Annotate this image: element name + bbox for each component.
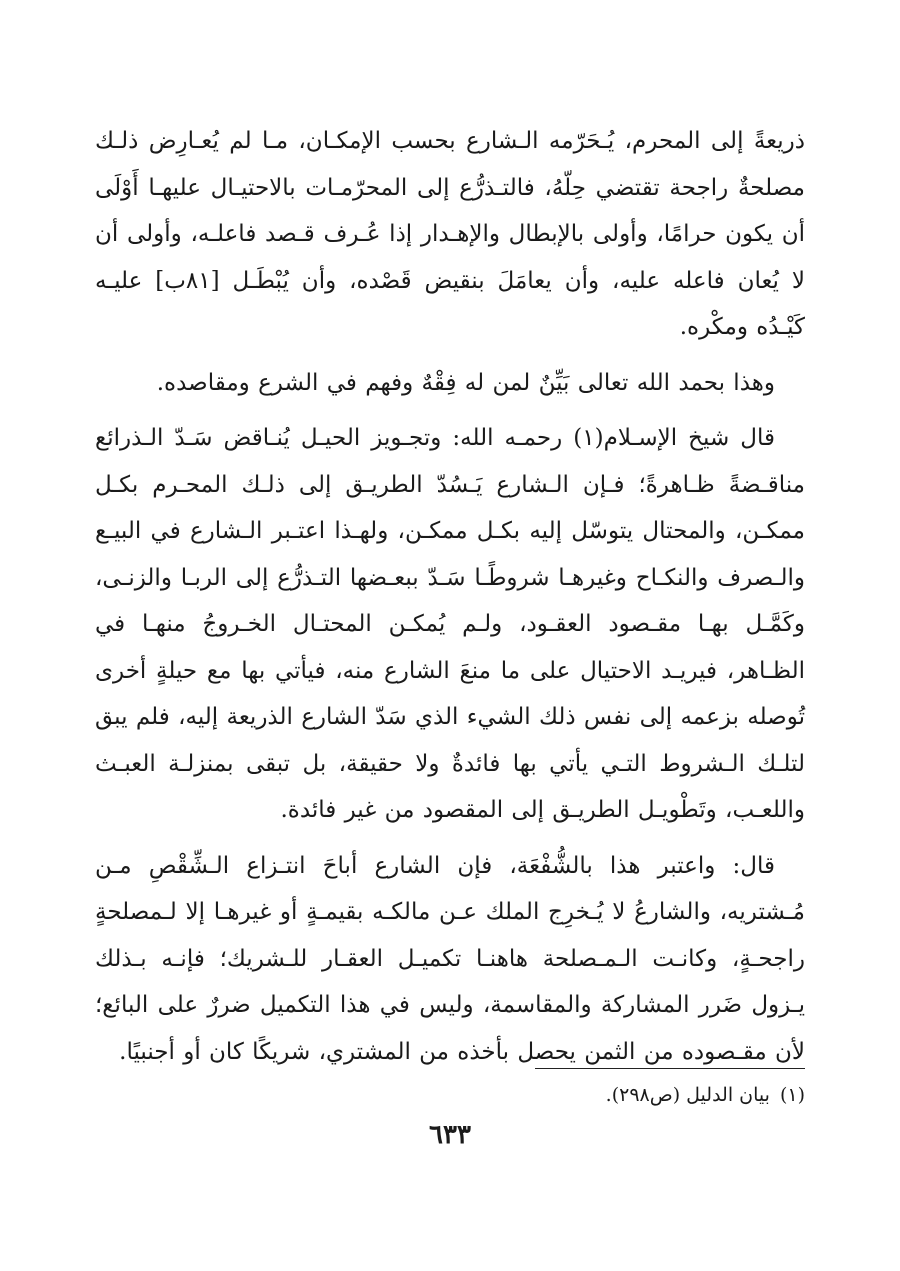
main-text bbox=[95, 118, 805, 1084]
paragraph-2: وهذا بحمد الله تعالى بَيِّنٌ لمن له فِقْهٌ وفهم في الشرع ومقاصده. bbox=[156, 369, 775, 396]
paragraph-1: ذريعةً إلى المحرم، يُـحَرّمه الـشارع بحسب الإمكـان، مـا لم يُعـارِض ذلـك مصلحةٌ راجحة تقتضي حِلّهُ، فالتـذرُّع إلى المحرّمـات بالاحتيـال عليهـا أَوْلَى أن يكون حرامًا، وأولى بالإبطال والإهـدار إذا عُـرف قـصد فاعلـه، وأولى أن لا يُعان فاعله عليه، وأن يعامَلَ بنقيض قَصْده، وأن يُبْطَـل [٨١ب] عليـه كَيْـدُه ومكْره. bbox=[95, 128, 805, 340]
footnote bbox=[95, 1080, 805, 1110]
footnote-divider bbox=[535, 1068, 805, 1069]
page-number: ٦٣٣ bbox=[429, 1120, 471, 1150]
paragraph-3: قال شيخ الإسـلام(١) رحمـه الله: وتجـويز الحيـل يُنـاقض سَـدّ الـذرائع مناقـضةً ظـاهرةً؛ فـإن الـشارع يَـسُدّ الطريـق إلى ذلـك المحـرم بكـل ممكـن، والمحتال يتوسّل إليه بكـل ممكـن، ولهـذا اعتـبر الـشارع في البيـع والـصرف والنكـاح وغيرهـا شروطًـا سَـدّ ببعـضها التـذرُّع إلى الربـا والزنـى، وكَمَّـل بهـا مقـصود العقـود، ولـم يُمكـن المحتـال الخـروجُ منهـا في الظـاهر، فيريـد الاحتيال على ما منعَ الشارع منه، فيأتي بها مع حيلةٍ أخرى تُوصله بزعمه إلى نفس ذلك الشيء الذي سَدّ الشارع الذريعة إليه، فلم يبق لتلـك الـشروط التـي يأتي بها فائدةٌ ولا حقيقة، بل تبقى بمنزلـة العبـث واللعـب، وتَطْويـل الطريـق إلى المقصود من غير فائدة. bbox=[95, 425, 805, 823]
footnote-text: بيان الدليل (ص٢٩٨). bbox=[605, 1084, 770, 1106]
paragraph-4: قال: واعتبر هذا بالشُّفْعَة، فإن الشارع أباحَ انتـزاع الـشِّقْصِ مـن مُـشتريه، والشارعُ لا يُـخرِج الملك عـن مالكـه بقيمـةٍ أو غيرهـا إلا لـمصلحةٍ راجحـةٍ، وكانـت الـمـصلحة هاهنـا تكميـل العقـار للـشريك؛ فإنـه بـذلك يـزول ضَرر المشاركة والمقاسمة، وليس في هذا التكميل ضررٌ على البائع؛ لأن مقـصوده من الثمن يحصل بأخذه من المشتري، شريكًا كان أو أجنبيًا. bbox=[95, 852, 805, 1065]
footnote-number: (١) bbox=[779, 1084, 805, 1106]
